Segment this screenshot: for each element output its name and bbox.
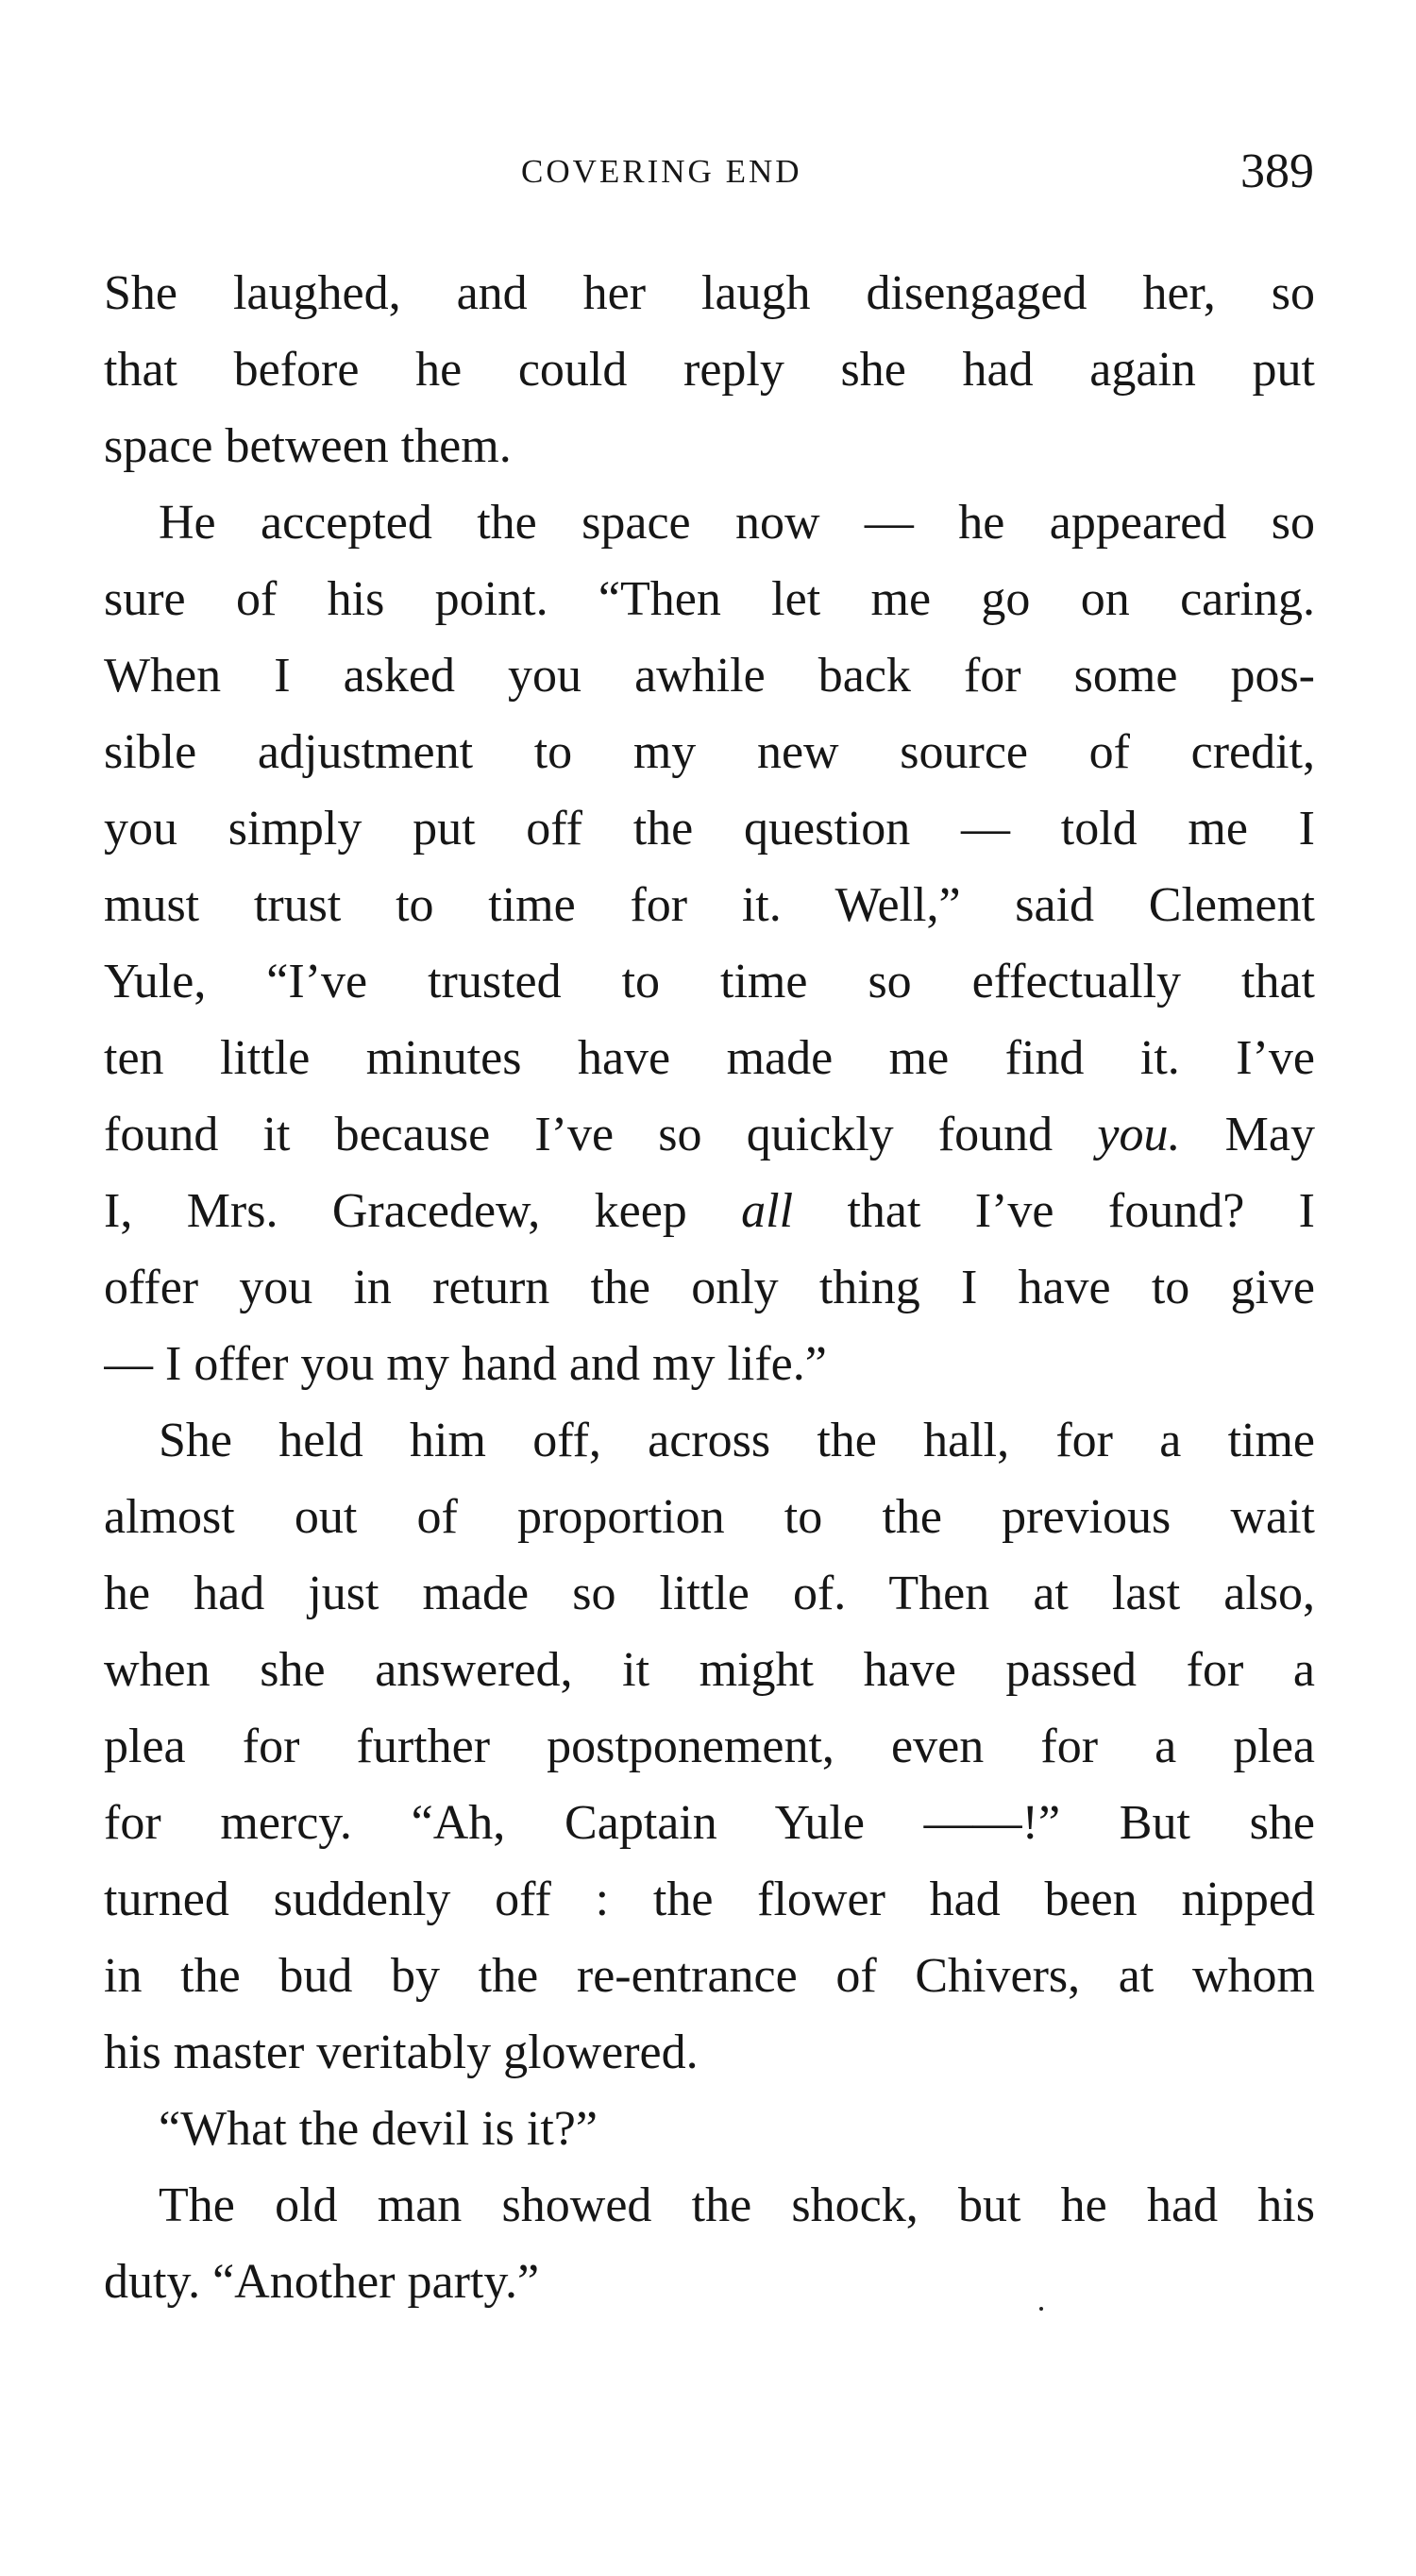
- text-line: Yule, “I’ve trusted to time so effectually that: [104, 955, 1315, 1008]
- text-line: you simply put off the question — told me I: [104, 802, 1315, 856]
- running-title: COVERING END: [521, 153, 802, 190]
- text-line: [104, 1096, 1315, 1173]
- text-line: plea for further postponement, even for a plea: [104, 1720, 1315, 1773]
- text-line: ten little minutes have made me find it. I’ve: [104, 1031, 1315, 1085]
- text-line: when she answered, it might have passed for a: [104, 1643, 1315, 1697]
- text-line: When I asked you awhile back for some pos-: [104, 649, 1315, 703]
- text-line: duty. “Another party.”: [104, 2255, 540, 2309]
- text-line: She laughed, and her laugh disengaged her, so: [104, 266, 1315, 320]
- text-segment: May: [1180, 1108, 1315, 1161]
- text-line: He accepted the space now — he appeared so: [159, 496, 1315, 550]
- text-segment: that I’ve found? I: [793, 1184, 1315, 1238]
- text-line: “What the devil is it?”: [159, 2102, 598, 2156]
- italic-word: all: [741, 1184, 794, 1238]
- text-line: must trust to time for it. Well,” said Clement: [104, 878, 1315, 932]
- text-line: turned suddenly off : the flower had been nipped: [104, 1873, 1315, 1926]
- text-line: for mercy. “Ah, Captain Yule ——!” But she: [104, 1796, 1315, 1850]
- text-segment: found it because I’ve so quickly found: [104, 1108, 1098, 1161]
- text-line: She held him off, across the hall, for a time: [159, 1414, 1315, 1467]
- text-line: — I offer you my hand and my life.”: [104, 1337, 827, 1391]
- text-line: The old man showed the shock, but he had his: [159, 2178, 1315, 2232]
- text-line: offer you in return the only thing I have to give: [104, 1261, 1315, 1314]
- text-line: space between them.: [104, 419, 512, 473]
- text-line: that before he could reply she had again put: [104, 343, 1315, 397]
- body-text: [104, 255, 1315, 2320]
- page-number: 389: [1240, 144, 1314, 198]
- text-line: he had just made so little of. Then at last also,: [104, 1567, 1315, 1620]
- running-head: [0, 144, 1416, 200]
- text-line: almost out of proportion to the previous wait: [104, 1490, 1315, 1544]
- text-line: his master veritably glowered.: [104, 2025, 699, 2079]
- text-line: [104, 1173, 1315, 1249]
- ink-speck: [1039, 2307, 1043, 2311]
- italic-word: you.: [1097, 1108, 1181, 1161]
- text-line: in the bud by the re-entrance of Chivers, at whom: [104, 1949, 1315, 2003]
- text-line: sible adjustment to my new source of credit,: [104, 725, 1315, 779]
- text-line: sure of his point. “Then let me go on caring.: [104, 572, 1315, 626]
- text-segment: I, Mrs. Gracedew, keep: [104, 1184, 742, 1238]
